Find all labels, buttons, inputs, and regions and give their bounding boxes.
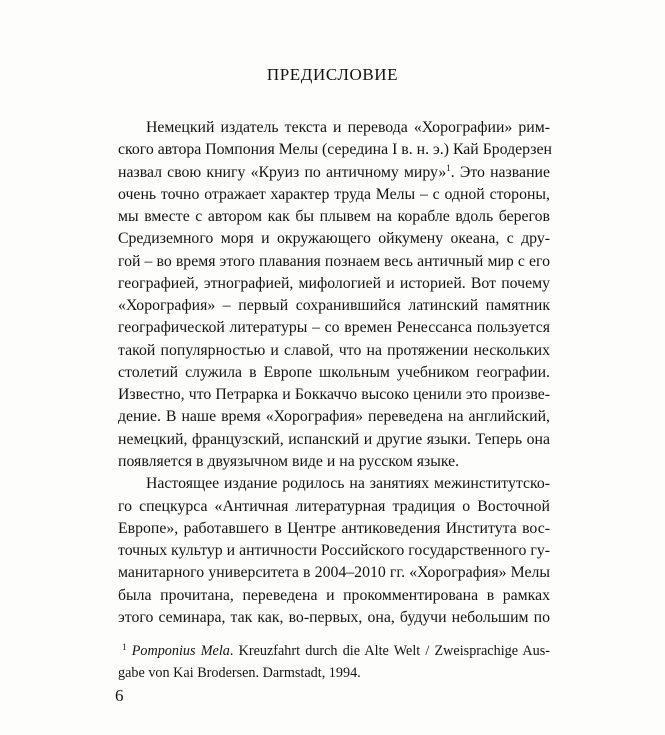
page-heading: ПРЕДИСЛОВИЕ	[266, 65, 399, 84]
text-line: гой – во время этого плавания познаем весь античный мир с его	[118, 252, 550, 270]
paragraph-1	[118, 117, 550, 473]
paragraph-2	[118, 473, 550, 629]
text-line	[118, 162, 550, 184]
text-line: дение. В наше время «Хорография» переведена на английский,	[118, 408, 550, 426]
text-fragment: . Это название	[450, 163, 550, 181]
text-line: мы вместе с автором как бы плывем на корабле вдоль берегов	[118, 208, 550, 226]
footnote-line: gabe von Kai Brodersen. Darmstadt, 1994.	[118, 665, 361, 681]
text-line: была прочитана, переведена и прокомментирована в рамках	[118, 586, 550, 604]
text-fragment: назвал свою книгу «Круиз по античному миру»	[118, 163, 447, 181]
text-line: ского автора Помпония Мелы (середина I в. н. э.) Кай Бродерзен	[118, 141, 552, 159]
text-line: столетий служила в Европе школьным учебником географии.	[118, 363, 550, 381]
text-line: Известно, что Петрарка и Боккаччо высоко ценили это произве-	[118, 386, 550, 404]
text-line: Настоящее издание родилось на занятиях межинститутско-	[146, 475, 550, 493]
text-line: Европе», работавшего в Центре антиковедения Института вос-	[118, 519, 550, 537]
footnote-number: 1	[122, 642, 127, 652]
text-line: точных культур и античности Российского государственного гу-	[118, 542, 550, 560]
text-line: этого семинара, так как, во-первых, она, будучи небольшим по	[118, 608, 550, 626]
text-line: очень точно отражает характер труда Мелы – с одной стороны,	[118, 185, 550, 203]
footnote-line	[118, 640, 550, 662]
text-line: Средиземного моря и окружающего ойкумену океана, с дру-	[118, 230, 550, 248]
text-line: географической литературы – со времен Ренессанса пользуется	[118, 319, 550, 337]
footnote	[118, 640, 550, 684]
text-line: го спецкурса «Античная литературная традиция о Восточной	[118, 497, 550, 515]
body-text	[118, 117, 550, 629]
text-line: географией, этнографией, мифологией и историей. Вот почему	[118, 274, 550, 292]
text-line: появляется в двуязычном виде и на русском языке.	[118, 452, 460, 470]
page-number: 6	[115, 686, 124, 705]
text-line: Немецкий издатель текста и перевода «Хорографии» рим-	[146, 119, 550, 136]
text-line: немецкий, французский, испанский и другие языки. Теперь она	[118, 430, 550, 448]
text-line: такой популярностью и славой, что на протяжении нескольких	[118, 341, 550, 359]
text-line: «Хорография» – первый сохранившийся латинский памятник	[118, 297, 550, 315]
footnote-text: . Kreuzfahrt durch die Alte Welt / Zweisprachige Aus-	[229, 643, 551, 659]
footnote-author: Pomponius Mela	[131, 643, 230, 659]
text-line: манитарного университета в 2004–2010 гг. «Хорография» Мелы	[118, 564, 550, 582]
footnote-reference[interactable]: 1	[446, 162, 451, 173]
